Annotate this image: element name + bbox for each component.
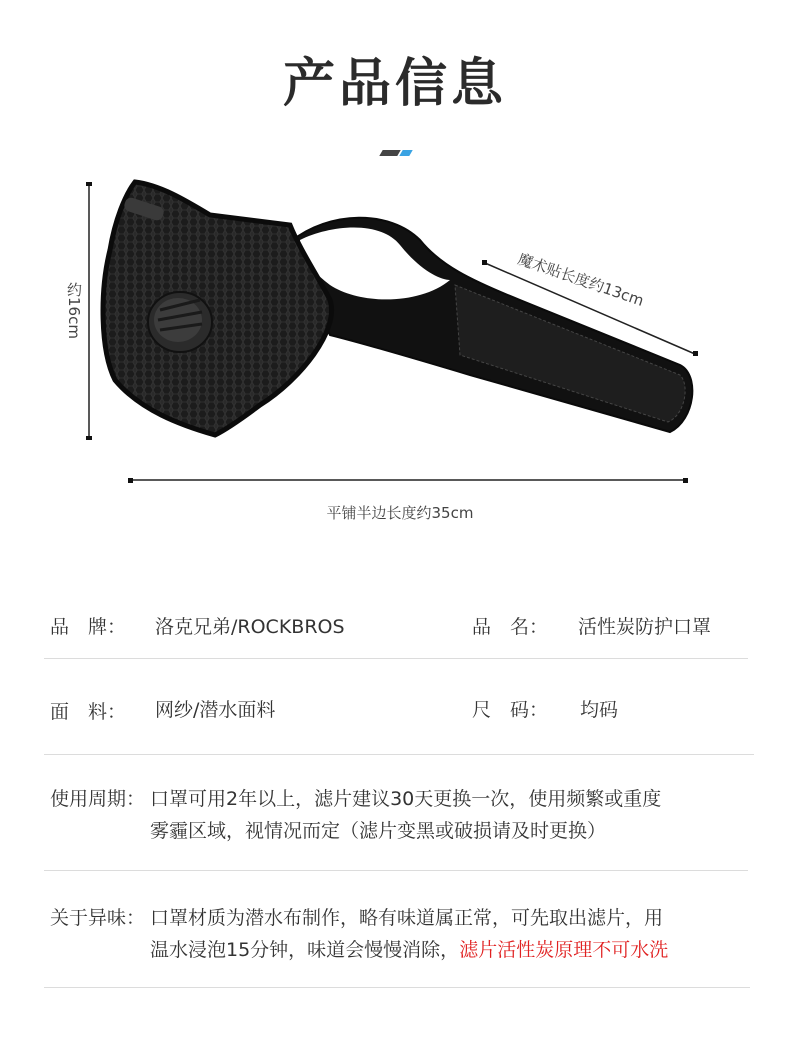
size-value: 均码 — [580, 699, 619, 721]
height-dimension-label: 约16cm — [65, 282, 83, 339]
odor-warning: 滤片活性炭原理不可水洗 — [459, 939, 669, 961]
odor-line-1: 口罩材质为潜水布制作，略有味道属正常，可先取出滤片，用 — [150, 907, 664, 929]
material-label: 面 料： — [50, 701, 127, 723]
usage-period-label: 使用周期： — [50, 788, 146, 810]
odor-line-2: 温水浸泡15分钟，味道会慢慢消除，滤片活性炭原理不可水洗 — [150, 939, 669, 961]
size-label: 尺 码： — [472, 699, 549, 721]
product-name-label: 品 名： — [472, 616, 549, 638]
divider — [44, 658, 748, 659]
divider — [44, 987, 750, 988]
page-title: 产品信息 — [282, 54, 507, 114]
usage-period-line-1: 口罩可用2年以上，滤片建议30天更换一次，使用频繁或重度 — [150, 788, 662, 810]
odor-label: 关于异味： — [50, 907, 146, 929]
brand-label: 品 牌： — [50, 616, 127, 638]
usage-period-line-2: 雾霾区域，视情况而定（滤片变黑或破损请及时更换） — [150, 820, 607, 842]
brand-value: 洛克兄弟/ROCKBROS — [155, 616, 345, 638]
divider — [44, 870, 748, 871]
divider — [44, 754, 754, 755]
velcro-length-label: 魔术贴长度约13cm — [515, 249, 647, 310]
width-dimension-label: 平铺半边长度约35cm — [326, 504, 474, 522]
material-value: 网纱/潜水面料 — [155, 699, 276, 721]
product-name-value: 活性炭防护口罩 — [578, 616, 712, 638]
product-image-mask — [0, 170, 790, 510]
valve-icon — [148, 292, 212, 352]
